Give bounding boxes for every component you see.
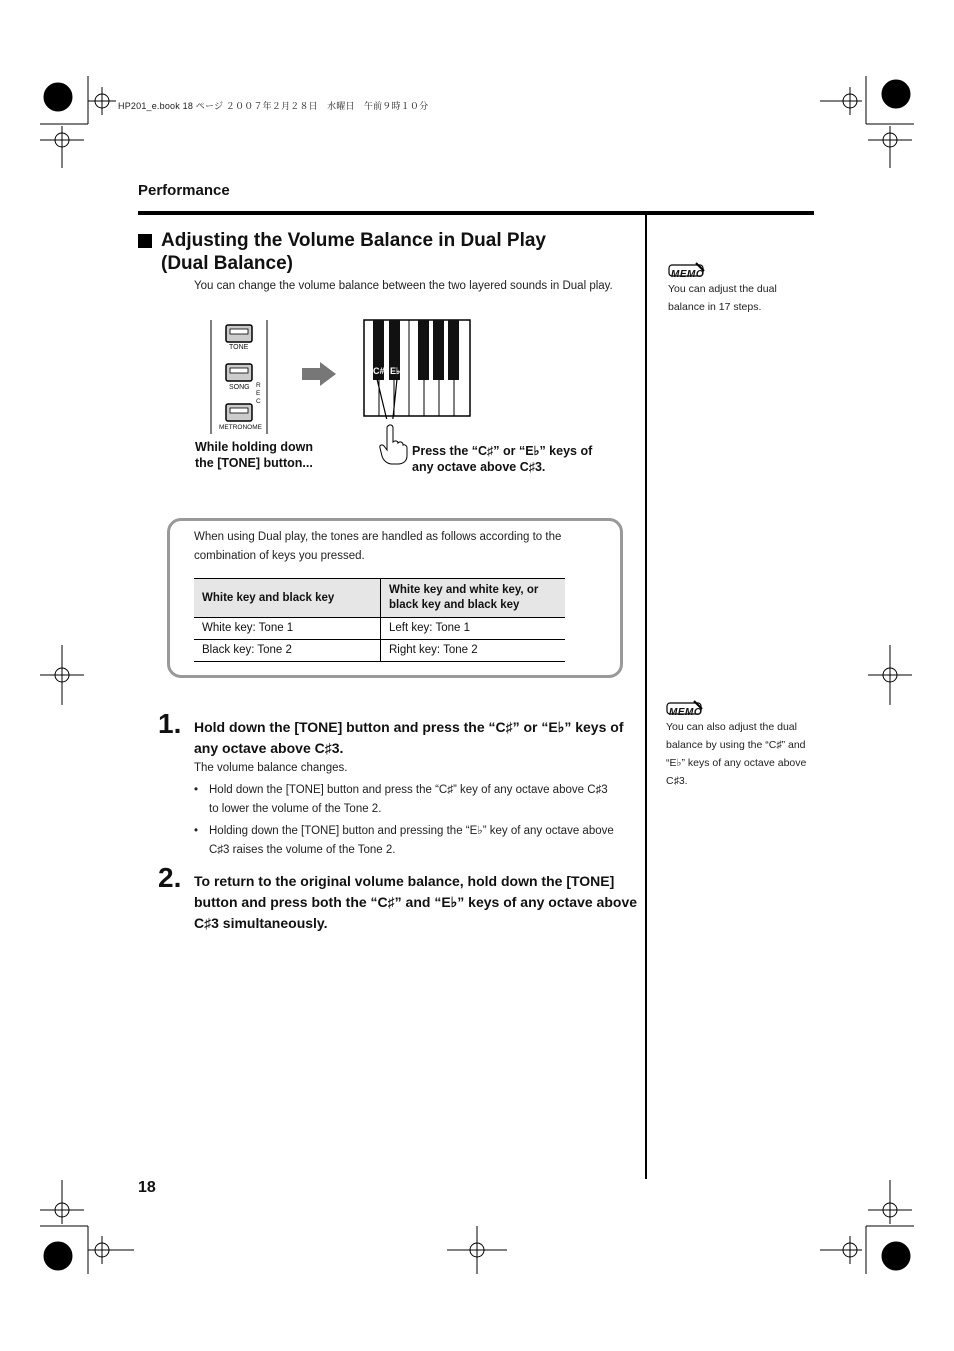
hand-pointer-icon [378,424,408,466]
print-info: HP201_e.book 18 ページ ２００７年２月２８日 水曜日 午前９時１０分 [118,101,429,111]
memo-text: You can also adjust the dual balance by using the “C♯” and “E♭” keys of any octave above C♯3. [666,721,807,787]
note-text: When using Dual play, the tones are handled as follows according to the combination of keys you pressed. [194,531,562,562]
section-label: Performance [138,182,230,199]
column-divider [645,215,647,1179]
intro-text: You can change the volume balance between the two layered sounds in Dual play. [194,280,613,292]
page-title: Adjusting the Volume Balance in Dual Play (Dual Balance) [161,230,547,274]
step-number: 2. [158,862,182,893]
step-heading: Hold down the [TONE] button and press the “C♯” or “E♭” keys of any octave above C♯3. [194,719,624,756]
section-rule [138,211,814,215]
arrow-right-icon [302,362,336,386]
bullet-item: • Hold down the [TONE] button and press the “C♯” key of any octave above C♯3 to lower the volume of the Tone 2. [194,784,608,815]
table-row: Black key: Tone 2 Right key: Tone 2 [194,640,565,662]
caption-press-keys: Press the “C♯” or “E♭” keys of any octave above C♯3. [412,444,593,474]
button-label-tone: TONE [229,344,249,351]
step-heading: To return to the original volume balance, hold down the [TONE] button and press both the “C♯” and “E♭” keys of any octave above C♯3 simultaneously. [194,873,638,931]
tone-table [194,578,565,662]
memo-icon: MEMO [668,262,701,280]
page-number: 18 [138,1179,156,1196]
table-row: White key: Tone 1 Left key: Tone 1 [194,618,565,640]
caption-holding: While holding down the [TONE] button... [195,440,314,470]
step-number: 1. [158,708,182,739]
button-label-song: SONG [229,384,250,391]
rec-label: REC [256,382,261,405]
step-result: The volume balance changes. [194,762,348,774]
table-header: White key and white key, or black key and black key [381,579,566,618]
bullet-item: • Holding down the [TONE] button and pressing the “E♭” key of any octave above C♯3 raises the volume of the Tone 2. [194,825,614,856]
button-label-metronome: METRONOME [219,424,262,431]
panel-diagram [205,318,275,438]
memo-icon: MEMO [666,700,699,718]
title-square-icon [138,234,152,248]
key-label-csharp: C# [373,366,385,376]
memo-text: You can adjust the dual balance in 17 steps. [668,283,777,313]
table-header: White key and black key [194,579,381,618]
key-label-eflat: E♭ [390,366,401,376]
